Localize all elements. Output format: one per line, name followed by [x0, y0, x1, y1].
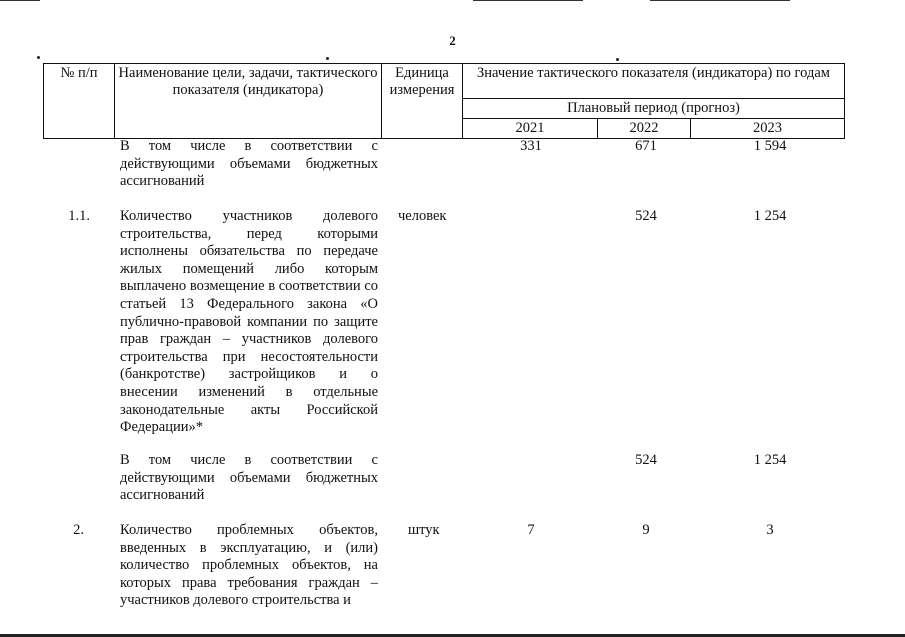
header-col-values: Значение тактического показателя (индикатора) по годам	[463, 64, 845, 99]
header-col-unit: Единица измерения	[382, 64, 463, 139]
header-col-name: Наименование цели, задачи, тактического показателя (индикатора)	[115, 64, 382, 139]
row-value-2022: 524	[635, 452, 657, 468]
row-name: В том числе в соответствии с действующими объемами бюджетных ассигнований	[120, 452, 378, 504]
row-number: 1.1.	[68, 208, 90, 224]
row-value-2022: 671	[635, 138, 657, 154]
page-number: 2	[449, 33, 456, 48]
row-name: Количество проблемных объектов, введенных в эксплуатацию, и (или) количество проблемных объектов, на которых права требования граждан – участников долевого строительства и	[120, 522, 378, 609]
row-value-2023: 1 254	[753, 452, 787, 468]
row-value-2022: 524	[635, 208, 657, 224]
row-number: 2.	[73, 522, 84, 538]
row-value-2021: 7	[527, 522, 535, 538]
row-value-2022: 9	[642, 522, 650, 538]
scan-dot	[37, 56, 40, 59]
scan-artifact	[473, 0, 583, 1]
scan-dot	[326, 57, 329, 60]
row-value-2023: 1 254	[753, 208, 787, 224]
row-value-2021: 331	[520, 138, 542, 154]
scan-artifact	[0, 0, 40, 1]
header-col-period: Плановый период (прогноз)	[463, 99, 845, 119]
row-value-2023: 3	[766, 522, 774, 538]
row-unit: штук	[408, 522, 440, 538]
header-year: 2021	[463, 119, 598, 139]
row-unit: человек	[398, 208, 447, 224]
header-year: 2023	[691, 119, 845, 139]
header-year: 2022	[598, 119, 691, 139]
row-name: Количество участников долевого строительства, перед которыми исполнены обязательства по передаче жилых помещений либо которым выплачено возмещение в соответствии со статьей 13 Федерального закона «О публично-правовой компании по защите прав граждан – участников долевого строительства при несостоятельности (банкротстве) застройщиков и о внесении изменений в отдельные законодательные акты Российской Федерации»*	[120, 208, 378, 436]
scan-artifact	[650, 0, 790, 1]
row-value-2023: 1 594	[753, 138, 787, 154]
header-col-number: № п/п	[44, 64, 115, 139]
scan-dot	[616, 58, 619, 61]
row-name: В том числе в соответствии с действующими объемами бюджетных ассигнований	[120, 138, 378, 190]
table-header	[43, 63, 845, 139]
